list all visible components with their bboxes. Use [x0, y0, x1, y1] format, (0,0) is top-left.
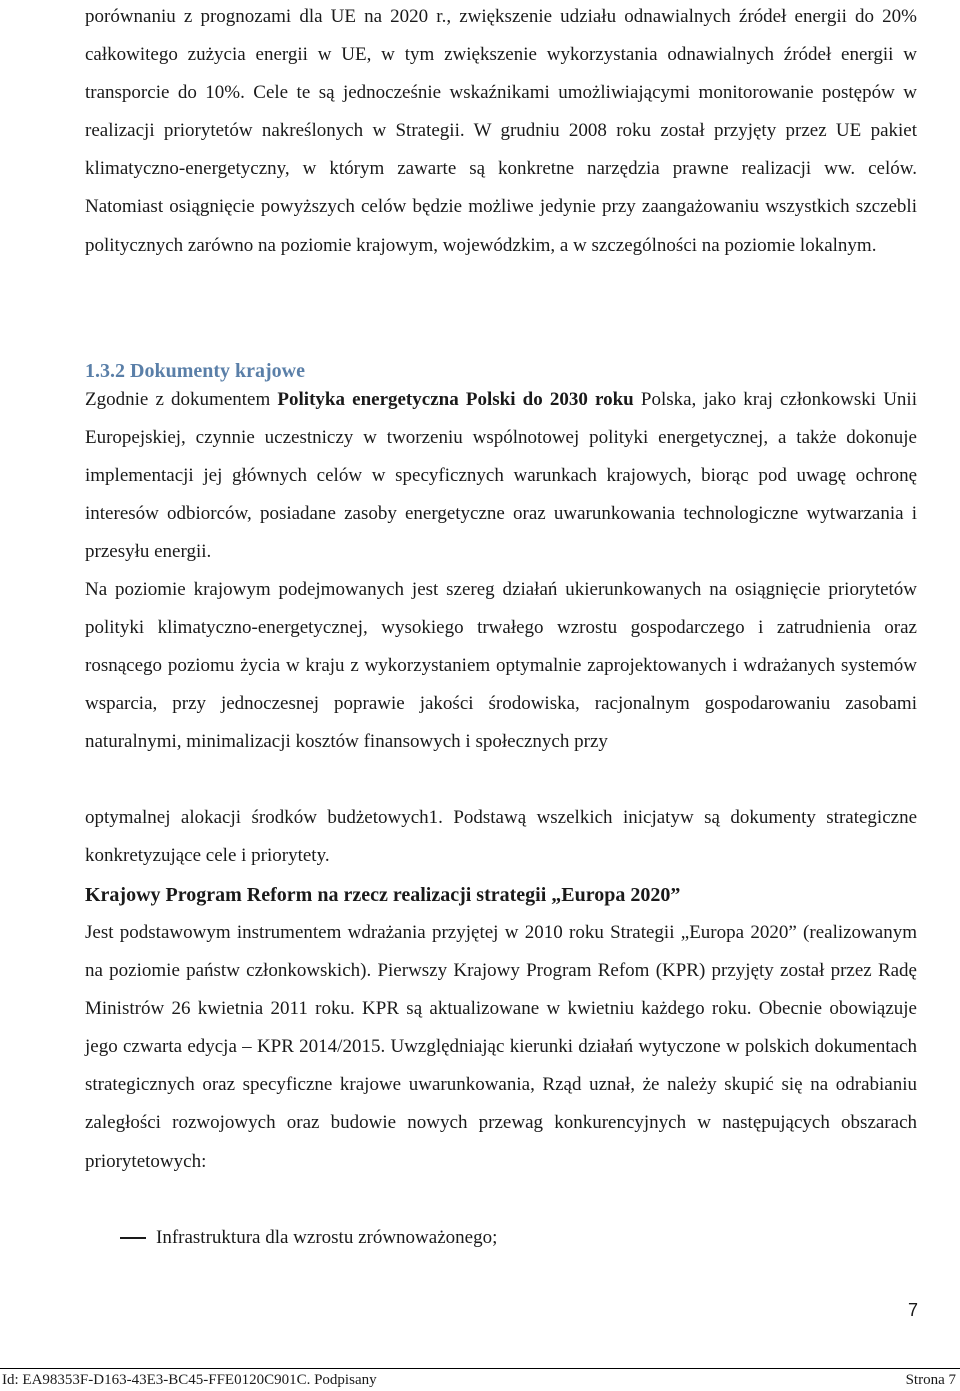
page-number: 7: [907, 1300, 918, 1320]
footer-page-label: Strona 7: [905, 1372, 956, 1388]
polityka-paragraph: [85, 381, 917, 571]
polityka-prefix: Zgodnie z dokumentem: [85, 389, 278, 410]
intro-paragraph: porównaniu z prognozami dla UE na 2020 r., zwiększenie udziału odnawialnych źródeł energii do 20% całkowitego zużycia energii w UE, w tym zwiększenie wykorzystania odnawialnych źródeł energii w transporcie do 10%. Cele te są jednocześnie wskaźnikami umożliwiającymi monitorowanie postępów w realizacji priorytetów nakreślonych w Strategii. W grudniu 2008 roku został przyjęty przez UE pakiet klimatyczno-energetyczny, w którym zawarte są konkretne narzędzia prawne realizacji ww. celów. Natomiast osiągnięcie powyższych celów będzie możliwe jedynie przy zaangażowaniu wszystkich szczebli politycznych zarówno na poziomie krajowym, wojewódzkim, a w szczególności na poziomie lokalnym.: [85, 6, 917, 256]
bullet-item: [120, 1219, 497, 1257]
bullet-text: Infrastruktura dla wzrostu zrównoważonego;: [156, 1227, 498, 1248]
polityka-title: Polityka energetyczna Polski do 2030 roku: [277, 389, 634, 410]
dash-icon: [120, 1237, 146, 1239]
footer-document-id: Id: EA98353F-D163-43E3-BC45-FFE0120C901C. Podpisany: [2, 1372, 377, 1388]
krajowy-paragraph-2: optymalnej alokacji środków budżetowych1. Podstawą wszelkich inicjatyw są dokumenty strategiczne konkretyzujące cele i priorytety.: [85, 807, 917, 867]
footer-divider: [0, 1368, 960, 1369]
section-heading: 1.3.2 Dokumenty krajowe: [85, 360, 305, 382]
polityka-rest: Polska, jako kraj członkowski Unii Europejskiej, czynnie uczestniczy w tworzeniu wspólnotowej polityki energetycznej, a także dokonuje implementacji jej głównych celów w specyficznych warunkach krajowych, biorąc pod uwagę ochronę interesów odbiorców, posiadane zasoby energetyczne oraz uwarunkowania technologiczne wytwarzania i przesyłu energii.: [85, 389, 917, 563]
krajowy-paragraph-1: Na poziomie krajowym podejmowanych jest szereg działań ukierunkowanych na osiągnięcie priorytetów polityki klimatyczno-energetycznej, wysokiego trwałego wzrostu gospodarczego i zatrudnienia oraz rosnącego poziomu życia w kraju z wykorzystaniem optymalnie zaprojektowanych i wdrażanych systemów wsparcia, przy jednoczesnej poprawie jakości środowiska, racjonalnym gospodarowaniu zasobami naturalnymi, minimalizacji kosztów finansowych i społecznych przy: [85, 579, 917, 753]
kpr-paragraph: Jest podstawowym instrumentem wdrażania przyjętej w 2010 roku Strategii „Europa 2020” (realizowanym na poziomie państw członkowskich). Pierwszy Krajowy Program Refom (KPR) przyjęty został przez Radę Ministrów 26 kwietnia 2011 roku. KPR są aktualizowane w kwietniu każdego roku. Obecnie obowiązuje jego czwarta edycja – KPR 2014/2015. Uwzględniając kierunki działań wytyczone w polskich dokumentach strategicznych oraz specyficzne krajowe uwarunkowania, Rząd uznał, że należy skupić się na odrabianiu zaległości rozwojowych oraz budowie nowych przewag konkurencyjnych w następujących obszarach priorytetowych:: [85, 922, 917, 1172]
kpr-title: Krajowy Program Reform na rzecz realizacji strategii „Europa 2020”: [85, 884, 681, 906]
